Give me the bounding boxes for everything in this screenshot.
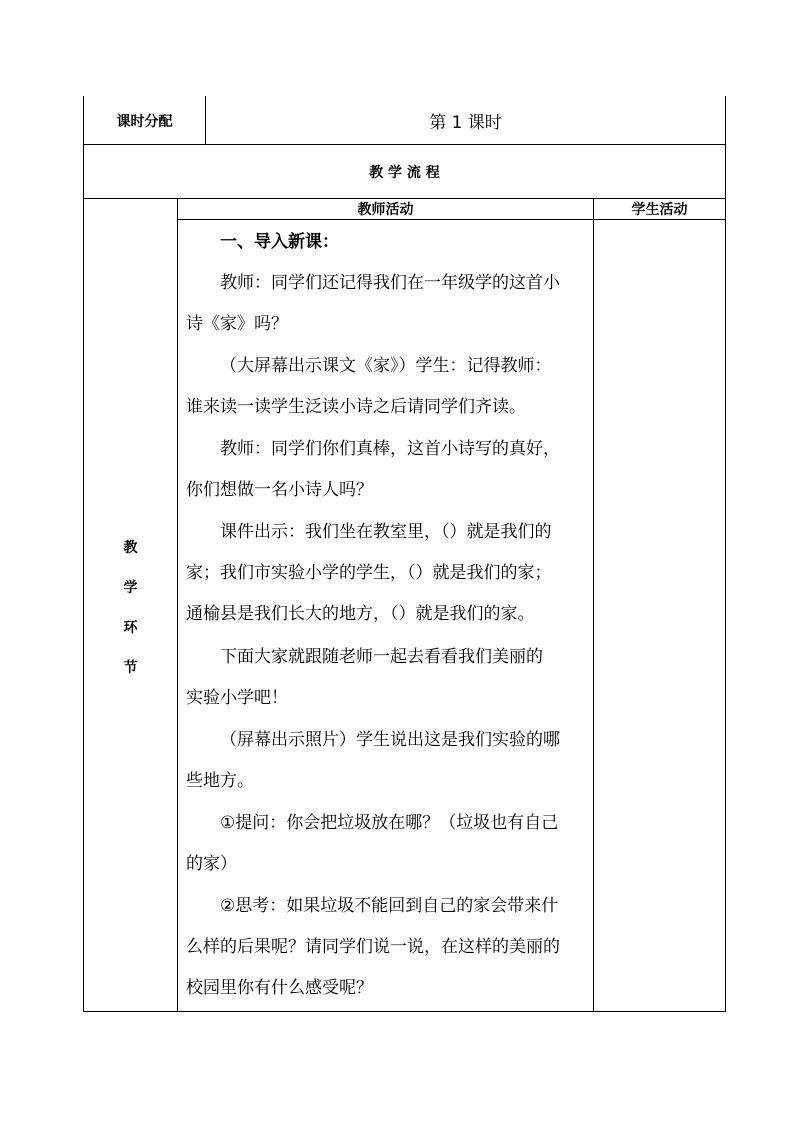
student-activity-header: 学生活动 bbox=[631, 202, 688, 218]
table-border-right bbox=[725, 96, 726, 1012]
paragraph-8 bbox=[186, 886, 590, 1009]
table-border-bottom bbox=[83, 1011, 726, 1012]
paragraph-4 bbox=[186, 512, 590, 635]
col-divider-side bbox=[177, 198, 178, 1012]
paragraph-7 bbox=[186, 803, 590, 885]
paragraph-2 bbox=[186, 346, 590, 428]
text-line: 些地方。 bbox=[186, 771, 254, 791]
text-line: ②思考：如果垃圾不能回到自己的家会带来什 bbox=[220, 896, 559, 916]
text-line: 下面大家就跟随老师一起去看看我们美丽的 bbox=[220, 647, 543, 667]
side-label-char: 学 bbox=[123, 580, 138, 596]
text-line: 么样的后果呢？请同学们说一说，在这样的美丽的 bbox=[186, 937, 560, 957]
col-divider-student bbox=[593, 198, 594, 1012]
period-value: 第 1 课时 bbox=[429, 113, 502, 133]
side-label-char: 环 bbox=[123, 620, 138, 636]
row-divider-columns bbox=[177, 219, 726, 220]
text-line: 实验小学吧！ bbox=[186, 688, 288, 708]
paragraph-3 bbox=[186, 429, 590, 511]
paragraph-5 bbox=[186, 637, 590, 719]
text-line: 校园里你有什么感受呢？ bbox=[186, 978, 373, 998]
period-label: 课时分配 bbox=[116, 113, 173, 130]
paragraph-1 bbox=[186, 263, 590, 345]
text-line: 教师：同学们你们真棒，这首小诗写的真好， bbox=[220, 439, 560, 459]
section-heading-text: 一、导入新课： bbox=[220, 232, 339, 252]
paragraph-6 bbox=[186, 720, 590, 802]
process-title: 教 学 流 程 bbox=[369, 164, 440, 181]
text-line: 教师：同学们还记得我们在一年级学的这首小 bbox=[220, 273, 560, 293]
text-line: （大屏幕出示课文《家》）学生：记得教师： bbox=[220, 356, 552, 376]
teacher-activity-header: 教师活动 bbox=[357, 202, 414, 218]
side-label-char: 节 bbox=[123, 660, 138, 676]
text-line: 课件出示：我们坐在教室里，（）就是我们的 bbox=[220, 522, 552, 542]
text-line: 的家） bbox=[186, 854, 237, 874]
text-line: 你们想做一名小诗人吗？ bbox=[186, 480, 373, 500]
text-line: 诗《家》吗？ bbox=[186, 314, 288, 334]
text-line: 通榆县是我们长大的地方，（）就是我们的家。 bbox=[186, 604, 535, 624]
text-line: 家；我们市实验小学的学生，（）就是我们的家； bbox=[186, 563, 552, 583]
text-line: （屏幕出示照片）学生说出这是我们实验的哪 bbox=[220, 730, 560, 750]
side-label-char: 教 bbox=[123, 540, 138, 556]
text-line: ①提问：你会把垃圾放在哪？（垃圾也有自己 bbox=[220, 813, 559, 833]
text-line: 谁来读一读学生泛读小诗之后请同学们齐读。 bbox=[186, 397, 526, 417]
section-heading bbox=[186, 224, 590, 265]
